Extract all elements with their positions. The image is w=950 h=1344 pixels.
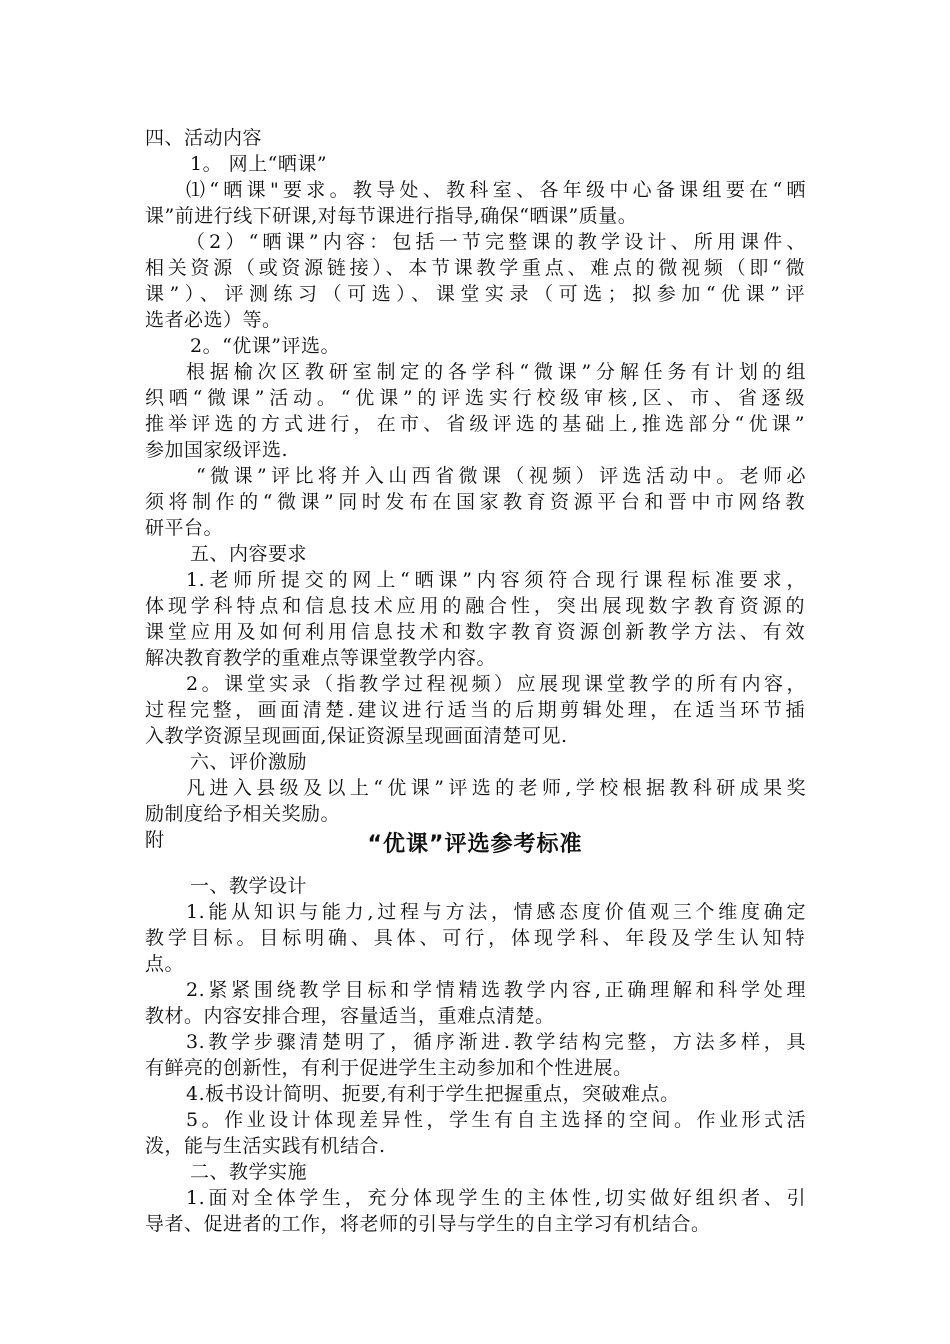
paragraph-line: “微课”评比将并入山西省微课（视频）评选活动中。老师必 <box>196 465 806 487</box>
paragraph-line: 4.板书设计简明、扼要,有利于学生把握重点，突破难点。 <box>186 1083 680 1105</box>
paragraph-line: 点。 <box>145 953 185 975</box>
paragraph-line: 课”前进行线下研课,对每节课进行指导,确保“晒课”质量。 <box>145 205 638 227</box>
paragraph-line: 凡进入县级及以上“优课”评选的老师,学校根据教科研成果奖 <box>186 777 806 799</box>
paragraph-line: 根据榆次区教研室制定的各学科“微课”分解任务有计划的组 <box>186 361 806 383</box>
paragraph-line: 3.教学步骤清楚明了，循序渐进.教学结构完整，方法多样，具 <box>186 1031 806 1053</box>
criteria-heading-implementation: 二、教学实施 <box>190 1161 308 1183</box>
section-heading-requirements: 五、内容要求 <box>190 543 308 565</box>
paragraph-line: （2）“晒课”内容：包括一节完整课的教学设计、所用课件、 <box>186 231 806 253</box>
section-heading-activities: 四、活动内容 <box>145 127 263 149</box>
paragraph-line: 入教学资源呈现画面,保证资源呈现画面清楚可见. <box>145 725 568 747</box>
paragraph-line: 解决教育教学的重难点等课堂教学内容。 <box>145 647 497 669</box>
section-heading-incentives: 六、评价激励 <box>190 751 308 773</box>
paragraph-line: ⑴“晒课"要求。教导处、教科室、各年级中心备课组要在“晒 <box>186 179 806 201</box>
paragraph-line: 织哂“微课”活动。“优课”的评选实行校级审核,区、市、省逐级 <box>145 387 805 409</box>
paragraph-line: 体现学科特点和信息技术应用的融合性，突出展现数字教育资源的 <box>145 595 805 617</box>
paragraph-line: 1.老师所提交的网上“晒课”内容须符合现行课程标准要求， <box>186 569 806 591</box>
paragraph-line: 课堂应用及如何利用信息技术和数字教育资源创新教学方法、有效 <box>145 621 805 643</box>
paragraph-line: 教学目标。目标明确、具体、可行，体现学科、年段及学生认知特 <box>145 927 805 949</box>
paragraph-line: 课”）、评测练习（可选）、课堂实录（可选；拟参加“优课”评 <box>145 283 805 305</box>
paragraph-line: 1.面对全体学生，充分体现学生的主体性,切实做好组织者、引 <box>186 1187 806 1209</box>
paragraph-line: 参加国家级评选. <box>145 439 289 461</box>
item-1-title: 1。 网上“晒课” <box>190 153 328 175</box>
item-2-title: 2。“优课”评选。 <box>190 335 341 357</box>
paragraph-line: 1.能从知识与能力,过程与方法，情感态度价值观三个维度确定 <box>186 901 806 923</box>
paragraph-line: 2。课堂实录（指教学过程视频）应展现课堂教学的所有内容， <box>186 673 806 695</box>
paragraph-line: 教材。内容安排合理，容量适当，重难点清楚。 <box>145 1005 555 1027</box>
paragraph-line: 导者、促进者的工作，将老师的引导与学生的自主学习有机结合。 <box>145 1213 711 1235</box>
paragraph-line: 有鲜亮的创新性，有利于促进学生主动参加和个性进展。 <box>145 1057 633 1079</box>
paragraph-line: 泼，能与生活实践有机结合. <box>145 1135 386 1157</box>
paragraph-line: 过程完整，画面清楚.建议进行适当的后期剪辑处理，在适当环节插 <box>145 699 805 721</box>
paragraph-line: 2.紧紧围绕教学目标和学情精选教学内容,正确理解和科学处理 <box>186 979 806 1001</box>
criteria-heading-design: 一、教学设计 <box>190 875 308 897</box>
paragraph-line: 研平台。 <box>145 517 224 539</box>
paragraph-line: 须将制作的“微课”同时发布在国家教育资源平台和晋中市网络教 <box>145 491 805 513</box>
paragraph-line: 推举评选的方式进行，在市、省级评选的基础上,推选部分“优课” <box>145 413 805 435</box>
paragraph-line: 选者必选）等。 <box>145 309 282 331</box>
paragraph-line: 相关资源（或资源链接）、本节课教学重点、难点的微视频（即“微 <box>145 257 805 279</box>
paragraph-line: 5。作业设计体现差异性，学生有自主选择的空间。作业形式活 <box>186 1109 806 1131</box>
paragraph-line: 励制度给予相关奖励。 <box>145 803 341 825</box>
appendix-label: 附 <box>145 829 165 851</box>
appendix-title: “优课”评选参考标准 <box>367 832 583 857</box>
